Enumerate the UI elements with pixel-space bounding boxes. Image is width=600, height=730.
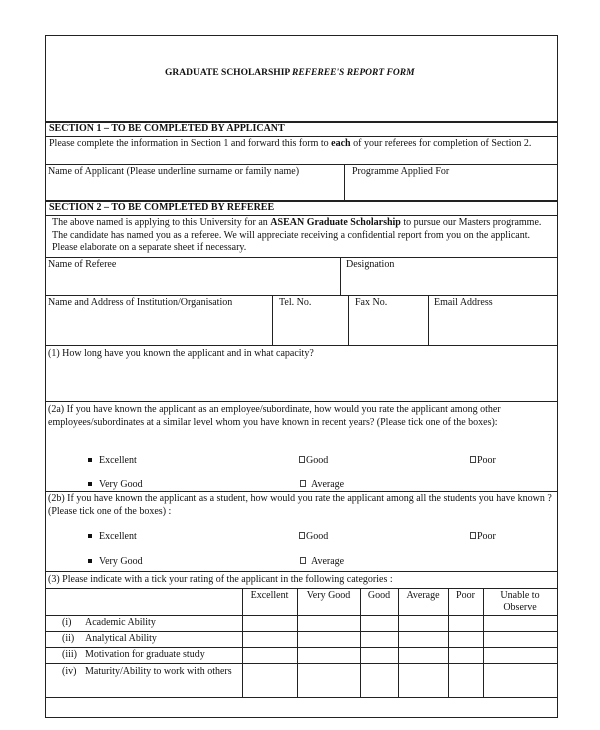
section2-intro-pre: The above named is applying to this University for an: [52, 217, 271, 228]
fax-label: Fax No.: [355, 297, 388, 308]
q2b-average: Average: [311, 556, 345, 567]
divider: [45, 345, 558, 346]
applicant-name-field[interactable]: [46, 178, 343, 200]
section1-instruction-post: of your referees for completion of Section 2.: [350, 138, 532, 149]
institution-field[interactable]: [46, 310, 271, 344]
q2b-poor-checkbox[interactable]: [470, 532, 476, 539]
tel-label: Tel. No.: [279, 297, 312, 308]
divider: [45, 571, 558, 572]
section1-instruction-pre: Please complete the information in Section 1 and forward this form to: [49, 138, 332, 149]
col-poor: Poor: [456, 590, 475, 601]
q2b-average-checkbox[interactable]: [300, 557, 306, 564]
section1-instruction-bold: each: [331, 138, 351, 149]
divider: [45, 697, 558, 698]
q2a-excellent[interactable]: Excellent: [99, 455, 137, 466]
divider: [297, 588, 298, 697]
rating-cell[interactable]: [484, 616, 557, 631]
q2b-good: Good: [306, 531, 329, 542]
q2a-good: Good: [306, 455, 329, 466]
q2a-poor: Poor: [477, 455, 496, 466]
q2a-very-good[interactable]: Very Good: [99, 479, 143, 490]
section1-heading-rule: [45, 136, 558, 137]
divider: [45, 215, 558, 216]
email-field[interactable]: [429, 310, 557, 344]
bullet-icon: [88, 534, 92, 538]
section2-intro-post: to pursue our Masters programme. The candidate has named you as a referee. We will appreciate receiving a confidential report from you on the applicant. Please elaborate on a separate sheet if necessary.: [52, 217, 542, 253]
designation-field[interactable]: [341, 272, 557, 294]
section1-heading: SECTION 1 – TO BE COMPLETED BY APPLICANT: [49, 123, 285, 134]
col-average: Average: [406, 590, 440, 601]
divider: [398, 588, 399, 697]
bullet-icon: [88, 559, 92, 563]
fax-field[interactable]: [349, 310, 427, 344]
q2a-average-checkbox[interactable]: [300, 480, 306, 487]
section1-instruction: [49, 138, 554, 151]
rating-cell[interactable]: [243, 616, 297, 631]
section2-intro-bold: ASEAN Graduate Scholarship: [270, 217, 401, 228]
bullet-icon: [88, 482, 92, 486]
q2b-poor: Poor: [477, 531, 496, 542]
q2b-very-good[interactable]: Very Good: [99, 556, 143, 567]
form-title: [165, 67, 415, 79]
row-num: (iii): [62, 649, 77, 660]
q2b-prompt: (2b) If you have known the applicant as a student, how would you rate the applicant among all the students you have known ? (Please tick one of the boxes) :: [48, 493, 552, 517]
tel-field[interactable]: [273, 310, 347, 344]
q2a-average: Average: [311, 479, 345, 490]
section2-intro: [52, 217, 554, 255]
divider: [45, 164, 558, 165]
designation-label: Designation: [346, 259, 395, 270]
rating-cell[interactable]: [449, 616, 483, 631]
section2-heading: SECTION 2 – TO BE COMPLETED BY REFEREE: [49, 202, 275, 213]
row-label: Maturity/Ability to work with others: [85, 666, 232, 677]
divider: [45, 631, 558, 632]
divider: [45, 663, 558, 664]
divider: [45, 401, 558, 402]
programme-field[interactable]: [345, 178, 557, 200]
row-num: (i): [62, 617, 72, 628]
q1-prompt: (1) How long have you known the applicant and in what capacity?: [48, 348, 314, 359]
divider: [45, 295, 558, 296]
col-unable-to-observe: Unable to Observe: [500, 590, 540, 613]
rating-cell[interactable]: [399, 616, 448, 631]
divider: [45, 647, 558, 648]
row-num: (iv): [62, 666, 77, 677]
q2b-excellent[interactable]: Excellent: [99, 531, 137, 542]
col-good: Good: [367, 590, 391, 601]
row-label: Analytical Ability: [85, 633, 157, 644]
row-label: Motivation for graduate study: [85, 649, 205, 660]
q1-answer-field[interactable]: [46, 362, 557, 400]
q2a-prompt: (2a) If you have known the applicant as an employee/subordinate, how would you rate the applicant among other employees/subordinates at a similar level whom you have known in recent years? (Please tick one of the boxes):: [48, 404, 501, 428]
divider: [45, 588, 558, 589]
divider: [483, 588, 484, 697]
divider: [360, 588, 361, 697]
row-label: Academic Ability: [85, 617, 156, 628]
divider: [448, 588, 449, 697]
rating-cell[interactable]: [298, 616, 360, 631]
q2a-poor-checkbox[interactable]: [470, 456, 476, 463]
divider: [242, 588, 243, 697]
col-very-good: Very Good: [306, 590, 351, 601]
programme-label: Programme Applied For: [352, 166, 450, 177]
title-normal: GRADUATE SCHOLARSHIP: [165, 68, 293, 78]
title-italic: REFEREE'S REPORT FORM: [292, 68, 415, 78]
divider: [45, 491, 558, 492]
applicant-name-label: Name of Applicant (Please underline surname or family name): [48, 166, 300, 177]
q2b-good-checkbox[interactable]: [299, 532, 305, 539]
row-num: (ii): [62, 633, 75, 644]
bullet-icon: [88, 458, 92, 462]
divider: [45, 257, 558, 258]
q2a-good-checkbox[interactable]: [299, 456, 305, 463]
referee-name-label: Name of Referee: [48, 259, 117, 270]
institution-label: Name and Address of Institution/Organisation: [48, 297, 233, 308]
email-label: Email Address: [434, 297, 493, 308]
col-excellent: Excellent: [250, 590, 289, 601]
referee-name-field[interactable]: [46, 272, 339, 294]
rating-cell[interactable]: [361, 616, 398, 631]
q3-prompt: (3) Please indicate with a tick your rating of the applicant in the following categories :: [48, 574, 393, 585]
